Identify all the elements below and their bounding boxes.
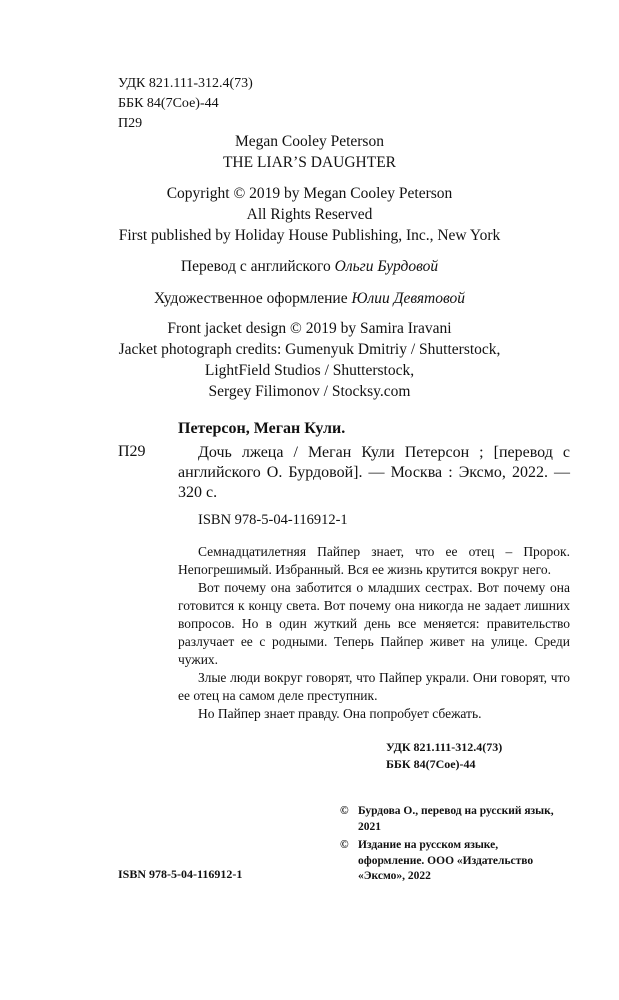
annotation-paragraph: Но Пайпер знает правду. Она попробует сбежать.	[198, 706, 482, 721]
translator-name: Ольги Бурдовой	[334, 258, 439, 275]
copyright-item	[340, 838, 560, 885]
translation-credit	[0, 258, 619, 276]
author-code: П29	[118, 116, 143, 131]
first-published-line: First published by Holiday House Publishing, Inc., New York	[118, 227, 501, 244]
jacket-line: Jacket photograph credits: Gumenyuk Dmitriy / Shutterstock,	[118, 341, 501, 358]
translation-label: Перевод с английского	[180, 258, 331, 275]
annotation	[178, 543, 570, 723]
art-label: Художественное оформление	[153, 290, 348, 307]
udk-code: УДК 821.111-312.4(73)	[118, 76, 253, 91]
original-author: Megan Cooley Peterson	[235, 133, 384, 150]
annotation-paragraph: Семнадцатилетняя Пайпер знает, что ее отец – Пророк. Непогрешимый. Избранный. Вся ее жизнь крутится вокруг него.	[178, 544, 570, 577]
jacket-line: LightField Studios / Shutterstock,	[204, 362, 415, 379]
copyright-icon: ©	[340, 805, 349, 817]
copyright-icon: ©	[340, 839, 349, 851]
copyright-text: Издание на русском языке, оформление. ООО «Издательство «Эксмо», 2022	[358, 839, 534, 882]
catalog-entry: Дочь лжеца / Меган Кули Петерсон ; [перевод с английского О. Бурдовой]. — Москва : Эксмо, 2022. — 320 с.	[178, 444, 570, 501]
bottom-udk: УДК 821.111-312.4(73)	[386, 740, 503, 754]
jacket-line: Sergey Filimonov / Stocksy.com	[208, 383, 411, 400]
copyright-item	[340, 804, 560, 835]
artist-name: Юлии Девятовой	[351, 290, 466, 307]
catalog-heading: Петерсон, Меган Кули.	[178, 420, 346, 437]
copyright-line: Copyright © 2019 by Megan Cooley Peterson	[166, 185, 453, 202]
bbk-code: ББК 84(7Сое)-44	[118, 96, 219, 111]
annotation-paragraph: Вот почему она заботится о младших сестрах. Вот почему она готовится к концу света. Вот почему она никогда не задает лишних вопросов. Но в один жуткий день все меняется: правительство разлучает ее с родными. Теперь Пайпер живет на улице. Среди чужих.	[178, 580, 570, 667]
jacket-line: Front jacket design © 2019 by Samira Iravani	[167, 320, 452, 337]
catalog-isbn: ISBN 978-5-04-116912-1	[198, 512, 348, 528]
original-title: THE LIAR’S DAUGHTER	[222, 154, 397, 171]
annotation-paragraph: Злые люди вокруг говорят, что Пайпер украли. Они говорят, что ее отец на самом деле преступник.	[178, 670, 570, 703]
bottom-bbk: ББК 84(7Сое)-44	[386, 757, 476, 771]
bottom-isbn: ISBN 978-5-04-116912-1	[118, 867, 243, 881]
copyright-block	[340, 804, 560, 888]
catalog-code: П29	[118, 443, 146, 460]
art-credit	[0, 290, 619, 308]
copyright-text: Бурдова О., перевод на русский язык, 2021	[358, 805, 554, 833]
rights-line: All Rights Reserved	[246, 206, 373, 223]
